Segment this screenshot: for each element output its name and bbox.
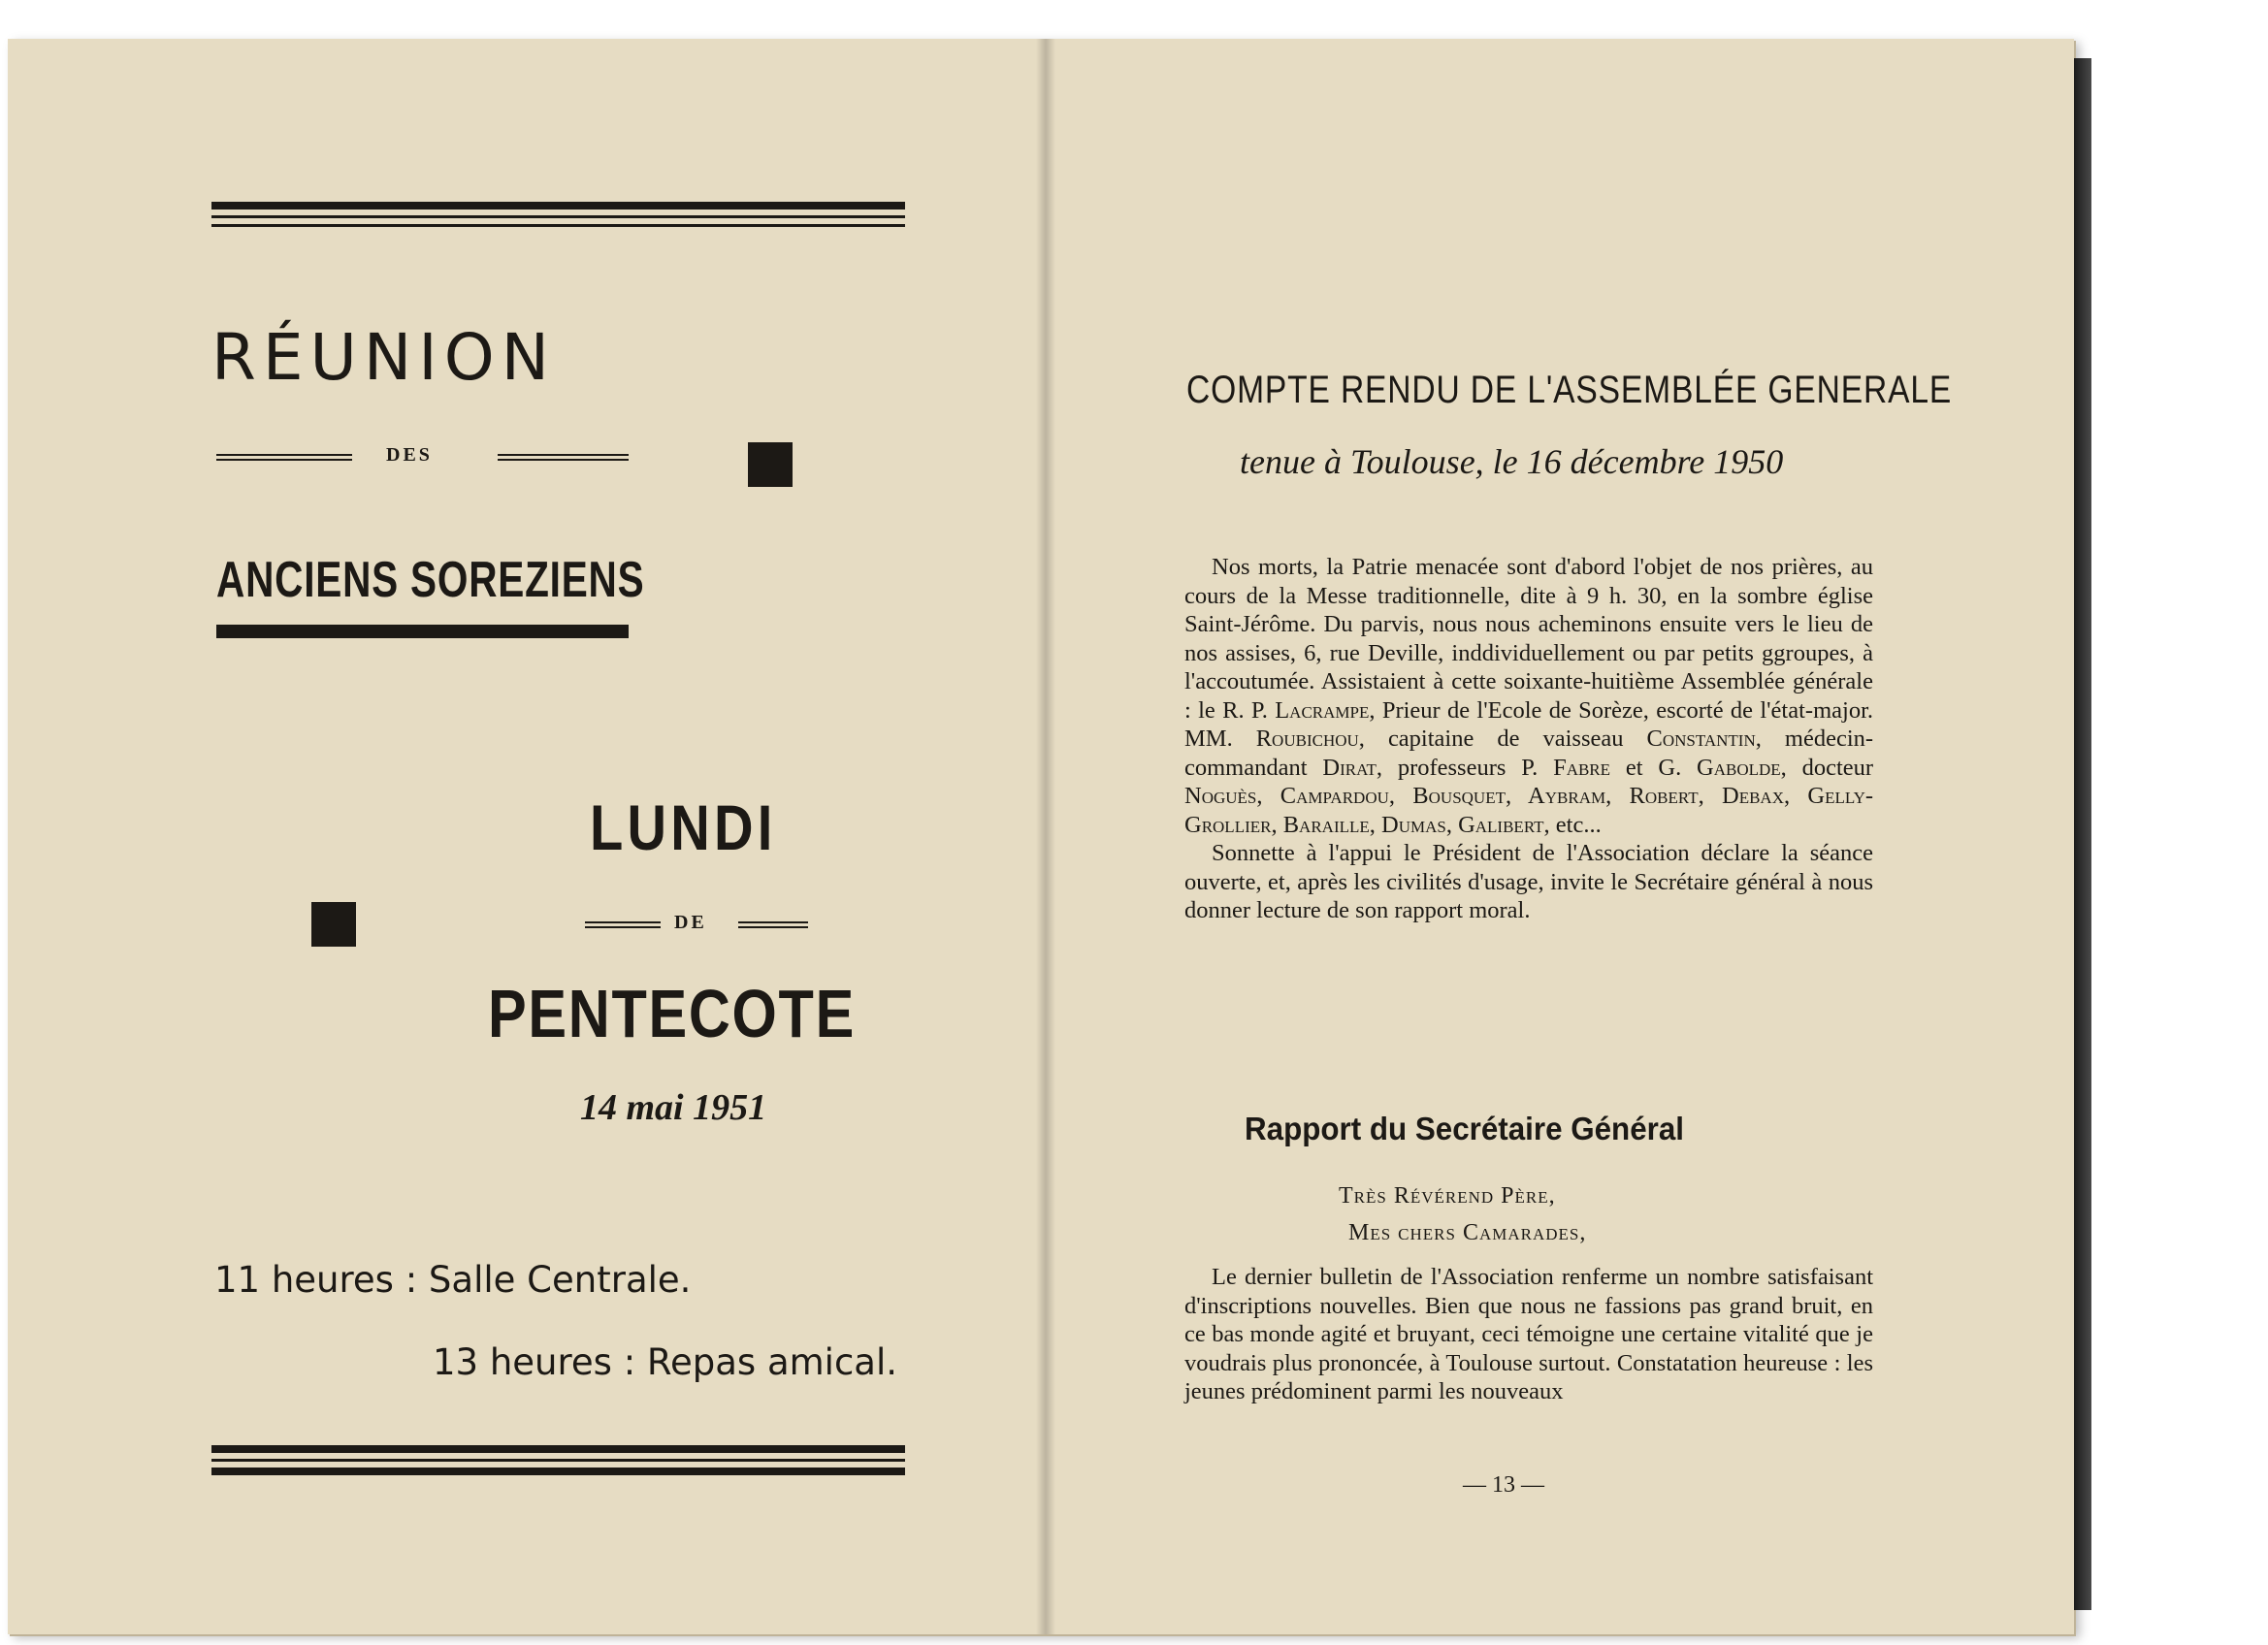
paragraph-3: Le dernier bulletin de l'Association renferme un nombre satisfaisant d'inscriptions nouvelles. Bien que nous ne fassions pas grand bruit, en ce bas monde agité et bruyant, ceci témoigne une certaine vitalité que je voudrais plus prononcée, à Toulouse surtout. Constatation heureuse : les jeunes prédominent parmi les nouveaux <box>1184 1264 1873 1404</box>
schedule-line-2: 13 heures : Repas amical. <box>433 1341 897 1383</box>
anciens-soreziens-title: ANCIENS SOREZIENS <box>216 552 645 608</box>
black-square-ornament <box>748 442 793 487</box>
booklet-edge <box>2074 58 2091 1610</box>
greeting-line-1: Très Révérend Père, <box>1339 1183 1556 1209</box>
de-separator <box>585 912 808 941</box>
paragraph-1: Nos morts, la Patrie menacée sont d'abord l'objet de nos prières, au cours de la Messe traditionnelle, dite à 9 h. 30, en la sombre église Saint-Jérôme. Du parvis, nous nous acheminons ensuite vers le lieu de nos assises, 6, rue Deville, inddividuellement ou par petits ggroupes, à l'accoutumée. Assistaient à cette soixante-huitième Assemblée générale : le R. P. Lacrampe, Prieur de l'Ecole de Sorèze, escorté de l'état-major. MM. Roubichou, capitaine de vaisseau Constantin, médecin-commandant Dirat, professeurs P. Fabre et G. Gabolde, docteur Noguès, Campardou, Bousquet, Aybram, Robert, Debax, Gelly-Grollier, Baraille, Dumas, Galibert, etc... <box>1184 554 1874 838</box>
lundi-title: LUNDI <box>590 791 777 863</box>
report-paragraph <box>1184 1263 1873 1406</box>
right-page <box>1055 39 2074 1634</box>
open-booklet <box>8 39 2074 1634</box>
black-square-ornament <box>311 902 356 947</box>
top-rule <box>211 202 905 233</box>
reunion-title: RÉUNION <box>211 320 557 395</box>
intro-paragraphs <box>1184 553 1873 925</box>
des-label: DES <box>386 444 433 466</box>
rapport-heading: Rapport du Secrétaire Général <box>1245 1111 1684 1146</box>
paragraph-2: Sonnette à l'appui le Président de l'Association déclare la séance ouverte, et, après les civilités d'usage, invite le Secrétaire général à nous donner lecture de son rapport moral. <box>1184 840 1873 923</box>
des-separator <box>216 444 629 473</box>
pentecote-title: PENTECOTE <box>488 976 856 1051</box>
greeting-line-2: Mes chers Camarades, <box>1348 1220 1587 1245</box>
schedule-line-1: 11 heures : Salle Centrale. <box>214 1259 692 1301</box>
compte-rendu-subtitle: tenue à Toulouse, le 16 décembre 1950 <box>1240 442 1784 481</box>
de-label: DE <box>674 912 707 933</box>
event-date: 14 mai 1951 <box>580 1087 767 1128</box>
anciens-underline <box>216 625 629 638</box>
page-number: — 13 — <box>1463 1472 1544 1498</box>
bottom-rule <box>211 1445 905 1481</box>
left-page <box>8 39 1046 1634</box>
compte-rendu-title: COMPTE RENDU DE L'ASSEMBLÉE GENERALE <box>1186 369 1953 411</box>
